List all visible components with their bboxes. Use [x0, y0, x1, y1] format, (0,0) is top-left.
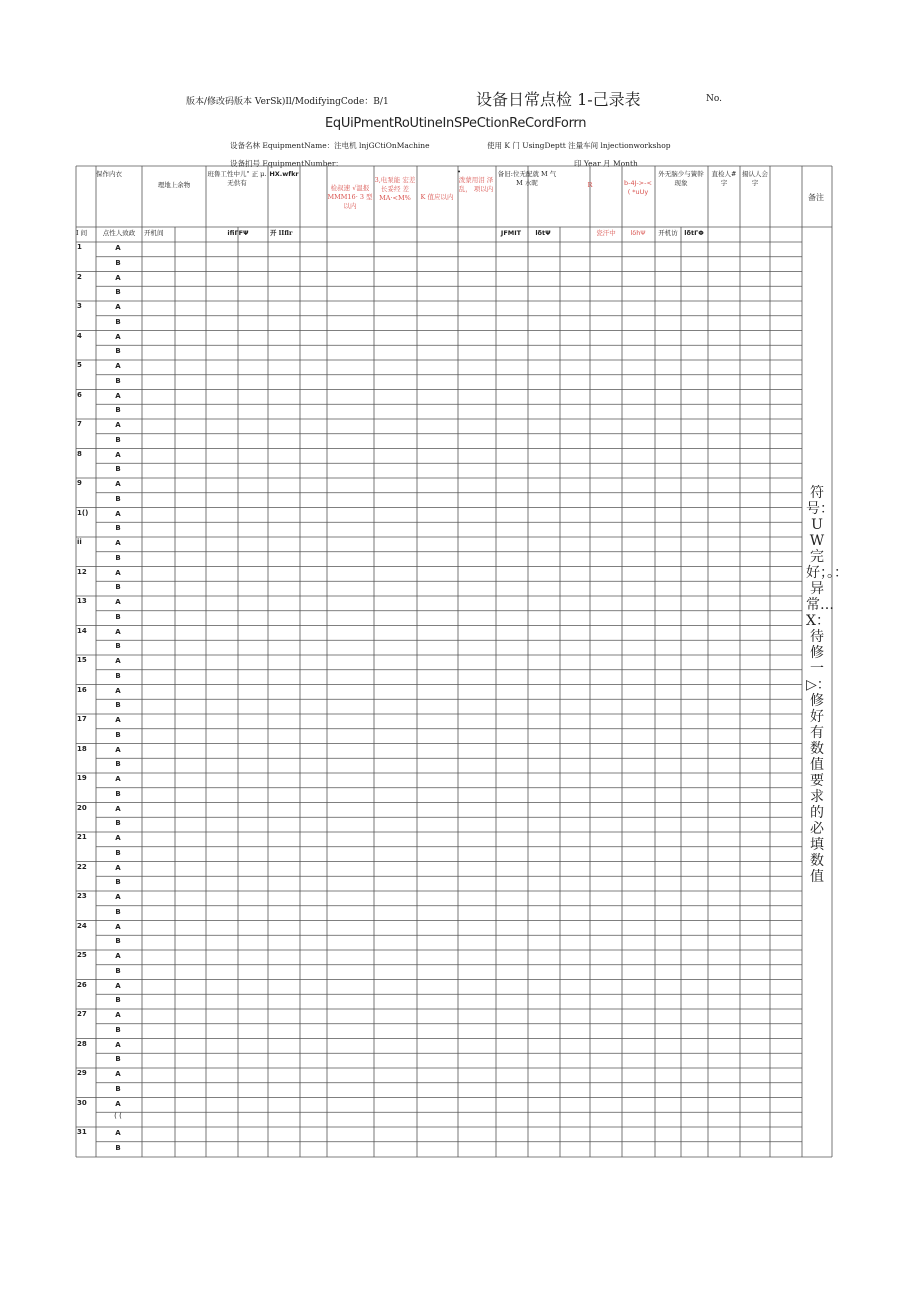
- shift-a-label: A: [115, 686, 121, 695]
- shift-a-label: A: [115, 362, 121, 370]
- row-day-number: 5: [77, 361, 82, 369]
- shift-a-label: A: [115, 716, 121, 724]
- shift-b-label: B: [115, 937, 121, 946]
- header-dot: •: [457, 168, 461, 176]
- shift-b-label: B: [115, 288, 121, 297]
- header-operation-content: 保作内衣: [96, 170, 122, 178]
- shift-b-label: B: [115, 642, 121, 651]
- shift-a-label: A: [115, 775, 121, 783]
- header-appearance: 外无脑少与簧幹 现象: [658, 170, 704, 187]
- shift-b-label: B: [115, 819, 121, 828]
- shift-b-label: B: [115, 258, 121, 267]
- header-r: R: [587, 181, 593, 189]
- row-day-number: 2: [77, 272, 82, 281]
- subheader-code-4: lδhΨ: [630, 229, 646, 237]
- shift-b-label: B: [115, 1084, 121, 1093]
- shift-a-label: A: [115, 568, 121, 577]
- subheader-code-2: JFMIT: [500, 229, 522, 237]
- shift-a-label: A: [115, 893, 121, 901]
- row-day-number: 14: [77, 626, 87, 635]
- row-day-number: 4: [77, 331, 82, 340]
- row-day-number: 26: [77, 980, 87, 989]
- shift-b-label: B: [115, 1055, 121, 1064]
- shift-b-label: B: [115, 730, 121, 739]
- shift-a-label: A: [115, 450, 121, 459]
- subheader-startup-1: 开机间: [144, 229, 164, 237]
- row-day-number: 22: [77, 862, 87, 871]
- header-safety-check: 班鲁工性中儿" 正 μ.无供有: [207, 170, 267, 187]
- shift-a-label: A: [115, 332, 121, 341]
- header-leak-check: 泼蒙用泪 泽乱， 项以内: [458, 176, 494, 193]
- shift-a-label: A: [115, 804, 121, 813]
- row-day-number: 31: [77, 1128, 87, 1136]
- header-k-value: K 值应以内: [420, 193, 454, 201]
- shift-b-label: B: [115, 347, 121, 356]
- row-day-number: 25: [77, 951, 87, 959]
- page-title: 设备日常点检 1-己录表: [476, 90, 641, 109]
- row-day-number: 20: [77, 803, 87, 812]
- shift-a-label: A: [115, 303, 121, 311]
- row-day-number: 29: [77, 1069, 87, 1077]
- row-day-number: 1(): [77, 508, 89, 517]
- shift-b-label: B: [115, 317, 121, 326]
- header-pump-check: 3,电泵能 宏差长妥经 差 MA·<M%: [374, 176, 416, 202]
- year-month: 印 Year 月 Month: [574, 159, 638, 168]
- header-inspector-sign: 直检人# 字: [711, 170, 737, 187]
- row-day-number: ii: [77, 538, 82, 546]
- shift-a-label: A: [115, 1040, 121, 1049]
- shift-a-label: A: [115, 745, 121, 754]
- shift-b-label: B: [115, 996, 121, 1005]
- row-day-number: 16: [77, 685, 87, 694]
- shift-b-label: B: [115, 583, 121, 592]
- shift-b-label: B: [115, 760, 121, 769]
- shift-a-label: A: [115, 244, 121, 252]
- shift-a-label: A: [115, 1099, 121, 1108]
- shift-a-label: A: [115, 1011, 121, 1019]
- subheader-code-5: lδtΓΦ: [684, 229, 704, 237]
- row-day-number: 15: [77, 656, 87, 664]
- row-day-number: 24: [77, 921, 87, 930]
- row-day-number: 9: [77, 479, 82, 487]
- shift-b-label: B: [115, 701, 121, 710]
- equipment-name: 设备名林 EquipmentName：注电机 lnjGCtiOnMachine: [230, 141, 430, 150]
- row-day-number: 1: [77, 243, 82, 251]
- english-title: EqUiPmentRoUtineInSPeCtionReCordForrn: [325, 116, 587, 131]
- shift-b-label: B: [115, 406, 121, 415]
- header-confirmer-sign: 揚认人会 字: [742, 170, 768, 187]
- header-remarks: 备注: [808, 193, 824, 202]
- shift-b-label: B: [115, 494, 121, 503]
- row-day-number: 13: [77, 597, 87, 605]
- header-temperature-check: 检叔速 √温报 MMM16· 3 型以内: [327, 184, 373, 210]
- shift-b-label: B: [115, 435, 121, 444]
- row-day-number: 8: [77, 449, 82, 458]
- header-air-water: 备旧:位无配就 M 气 M 水昵: [497, 170, 557, 187]
- subheader-inspector: 点性人致政: [102, 229, 136, 237]
- shift-b-label: B: [115, 848, 121, 857]
- row-day-number: 30: [77, 1098, 87, 1107]
- shift-b-label: B: [115, 966, 121, 975]
- subheader-time: I 间: [76, 229, 88, 237]
- subheader-running: 瓷汗中: [596, 229, 616, 237]
- header-check-item: HX.wfkr: [269, 170, 299, 178]
- header-foreign-objects: 理地上余物: [157, 181, 191, 189]
- shift-a-label: A: [115, 539, 121, 547]
- row-day-number: 23: [77, 892, 87, 900]
- shift-a-label: A: [115, 834, 121, 842]
- row-day-number: 12: [77, 567, 87, 576]
- shift-a-label: A: [115, 391, 121, 400]
- shift-b-label: B: [115, 376, 121, 385]
- shift-a-label: A: [115, 598, 121, 606]
- shift-b-label: B: [115, 465, 121, 474]
- subheader-startup-2: 开 lIflr: [270, 229, 293, 237]
- shift-b-label: B: [115, 612, 121, 621]
- shift-a-label: A: [115, 627, 121, 636]
- row-day-number: 28: [77, 1039, 87, 1048]
- shift-a-label: A: [115, 273, 121, 282]
- shift-a-label: A: [115, 421, 121, 429]
- shift-b-label: B: [115, 907, 121, 916]
- row-30-b-note: ( (: [114, 1112, 122, 1121]
- shift-a-label: A: [115, 922, 121, 931]
- shift-b-label: B: [115, 671, 121, 680]
- shift-a-label: A: [115, 952, 121, 960]
- using-department: 使用 K 门 UsingDeptt 注量车间 lnjectionworkshop: [487, 141, 671, 150]
- row-day-number: 7: [77, 420, 82, 428]
- equipment-number: 设备扪号 EquipmentNumber：: [230, 159, 343, 168]
- shift-a-label: A: [115, 981, 121, 990]
- row-day-number: 27: [77, 1010, 87, 1018]
- header-b4j: b-4J->-< ( *uUy: [624, 179, 652, 196]
- version-line: 版本/修改码版本 VerSk)Il/ModifyingCode：B/1: [186, 97, 389, 107]
- shift-a-label: A: [115, 1070, 121, 1078]
- row-day-number: 17: [77, 715, 87, 723]
- row-day-number: 18: [77, 744, 87, 753]
- subheader-code-3: lδtΨ: [535, 229, 551, 237]
- shift-b-label: B: [115, 878, 121, 887]
- subheader-code-1: ifiΓFΨ: [227, 229, 249, 237]
- row-day-number: 21: [77, 833, 87, 841]
- shift-a-label: A: [115, 657, 121, 665]
- shift-a-label: A: [115, 509, 121, 518]
- subheader-startup-3: 开机访: [658, 229, 678, 237]
- shift-b-label: B: [115, 553, 121, 562]
- form-number-label: No.: [706, 94, 722, 104]
- shift-a-label: A: [115, 1129, 121, 1137]
- row-day-number: 3: [77, 302, 82, 310]
- remark-legend: 符号：UW完好；。：异常…X：待修一▷：修好有数值要求的必填数值: [806, 485, 848, 885]
- row-day-number: 6: [77, 390, 82, 399]
- shift-b-label: B: [115, 1143, 121, 1152]
- row-day-number: 19: [77, 774, 87, 782]
- shift-b-label: B: [115, 789, 121, 798]
- shift-b-label: B: [115, 1025, 121, 1034]
- shift-b-label: B: [115, 524, 121, 533]
- shift-a-label: A: [115, 863, 121, 872]
- shift-a-label: A: [115, 480, 121, 488]
